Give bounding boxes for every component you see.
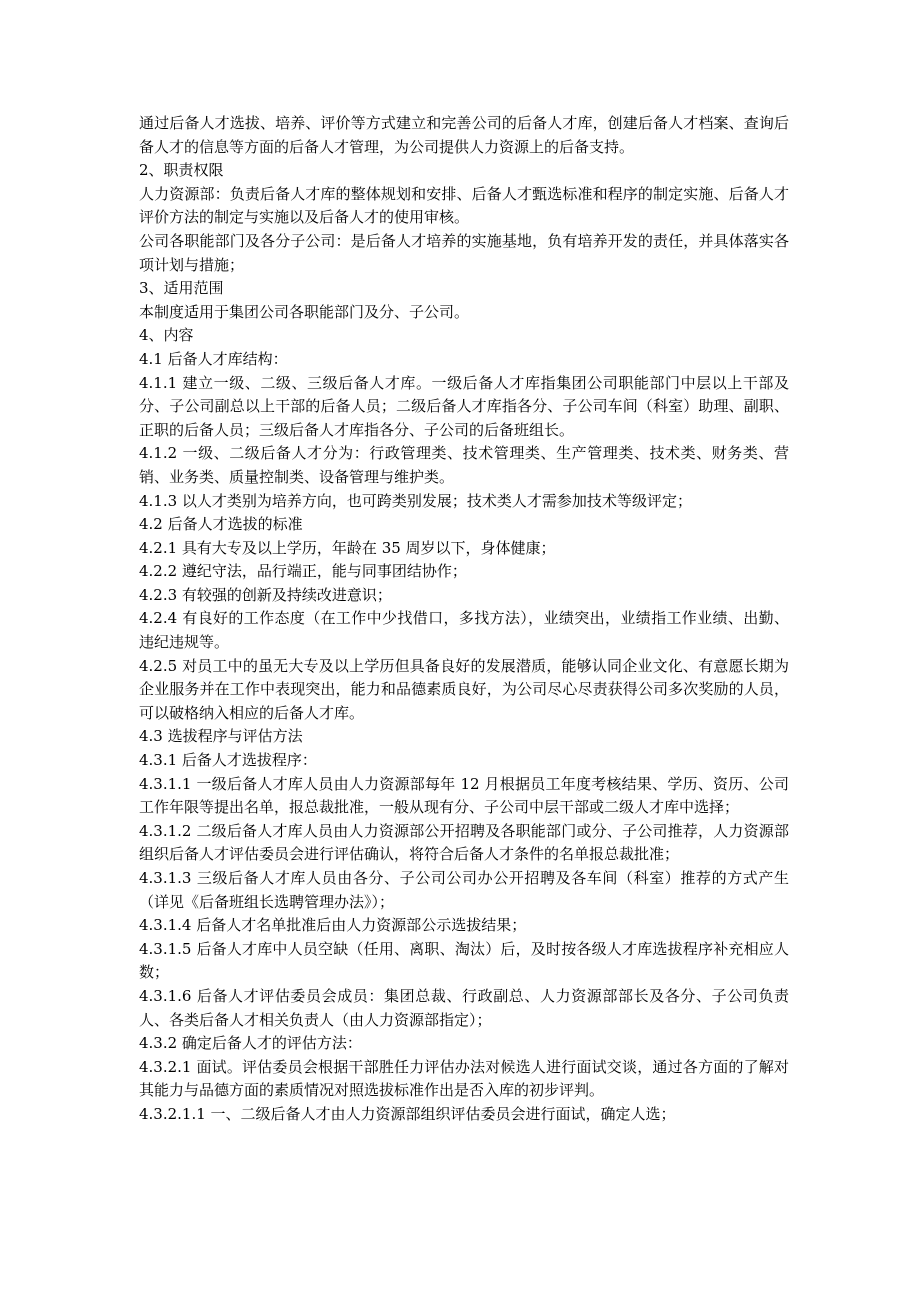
clause-4-3-1: 4.3.1 后备人才选拔程序： bbox=[139, 751, 317, 770]
clause-4-3-2-1: 4.3.2.1 面试。评估委员会根据干部胜任力评估办法对候选人进行面试交谈，通过各方面的了解对其能力与品德方面的素质情况对照选拔标准作出是否入库的初步评判。 bbox=[139, 1057, 789, 1100]
clause-4-1: 4.1 后备人才库结构： bbox=[139, 349, 288, 368]
clause-4-3-1-4: 4.3.1.4 后备人才名单批准后由人力资源部公示选拔结果； bbox=[139, 916, 527, 935]
hr-responsibility-paragraph: 人力资源部：负责后备人才库的整体规划和安排、后备人才甄选标准和程序的制定实施、后备人才评价方法的制定与实施以及后备人才的使用审核。 bbox=[139, 184, 789, 227]
clause-4-3-1-5: 4.3.1.5 后备人才库中人员空缺（任用、离职、淘汰）后，及时按各级人才库选拔程序补充相应人数； bbox=[139, 939, 789, 982]
clause-4-1-1: 4.1.1 建立一级、二级、三级后备人才库。一级后备人才库指集团公司职能部门中层以上干部及分、子公司副总以上干部的后备人员；二级后备人才库指各分、子公司车间（科室）助理、副职、正职的后备人员；三级后备人才库指各分、子公司的后备班组长。 bbox=[139, 373, 789, 439]
clause-4-3-1-2: 4.3.1.2 二级后备人才库人员由人力资源部公开招聘及各职能部门或分、子公司推荐，人力资源部组织后备人才评估委员会进行评估确认，将符合后备人才条件的名单报总裁批准； bbox=[139, 821, 789, 864]
document-body bbox=[139, 112, 789, 1127]
clause-4-2-2: 4.2.2 遵纪守法，品行端正，能与同事团结协作； bbox=[139, 562, 467, 581]
clause-4-3-2: 4.3.2 确定后备人才的评估方法： bbox=[139, 1034, 362, 1053]
section-heading-responsibilities: 2、职责权限 bbox=[139, 161, 224, 180]
clause-4-2-5: 4.2.5 对员工中的虽无大专及以上学历但具备良好的发展潜质，能够认同企业文化、有意愿长期为企业服务并在工作中表现突出，能力和品德素质良好，为公司尽心尽责获得公司多次奖励的人员，可以破格纳入相应的后备人才库。 bbox=[139, 656, 789, 722]
clause-4-2-3: 4.2.3 有较强的创新及持续改进意识； bbox=[139, 585, 392, 604]
intro-paragraph: 通过后备人才选拔、培养、评价等方式建立和完善公司的后备人才库，创建后备人才档案、查询后备人才的信息等方面的后备人才管理，为公司提供人力资源上的后备支持。 bbox=[139, 114, 789, 156]
scope-paragraph: 本制度适用于集团公司各职能部门及分、子公司。 bbox=[139, 302, 470, 321]
clause-4-3-1-3: 4.3.1.3 三级后备人才库人员由各分、子公司公司办公开招聘及各车间（科室）推荐的方式产生（详见《后备班组长选聘管理办法》）； bbox=[139, 869, 789, 911]
departments-responsibility-paragraph: 公司各职能部门及各分子公司：是后备人才培养的实施基地，负有培养开发的责任，并具体落实各项计划与措施； bbox=[139, 231, 789, 274]
section-heading-scope: 3、适用范围 bbox=[139, 279, 224, 298]
clause-4-2-1: 4.2.1 具有大专及以上学历，年龄在 35 周岁以下，身体健康； bbox=[139, 538, 556, 557]
clause-4-1-2: 4.1.2 一级、二级后备人才分为：行政管理类、技术管理类、生产管理类、技术类、财务类、营销、业务类、质量控制类、设备管理与维护类。 bbox=[139, 444, 789, 486]
clause-4-3-1-1: 4.3.1.1 一级后备人才库人员由人力资源部每年 12 月根据员工年度考核结果、学历、资历、公司工作年限等提出名单，报总裁批准，一般从现有分、子公司中层干部或二级人才库中选择； bbox=[139, 774, 789, 817]
clause-4-3-1-6: 4.3.1.6 后备人才评估委员会成员：集团总裁、行政副总、人力资源部部长及各分、子公司负责人、各类后备人才相关负责人（由人力资源部指定）； bbox=[139, 986, 789, 1029]
clause-4-2: 4.2 后备人才选拔的标准 bbox=[139, 515, 303, 534]
clause-4-1-3: 4.1.3 以人才类别为培养方向，也可跨类别发展；技术类人才需参加技术等级评定； bbox=[139, 491, 692, 510]
clause-4-3-2-1-1: 4.3.2.1.1 一、二级后备人才由人力资源部组织评估委员会进行面试，确定人选； bbox=[139, 1104, 676, 1123]
clause-4-2-4: 4.2.4 有良好的工作态度（在工作中少找借口，多找方法），业绩突出，业绩指工作业绩、出勤、违纪违规等。 bbox=[139, 609, 789, 652]
section-heading-content: 4、内容 bbox=[139, 326, 194, 345]
clause-4-3: 4.3 选拔程序与评估方法 bbox=[139, 727, 303, 746]
